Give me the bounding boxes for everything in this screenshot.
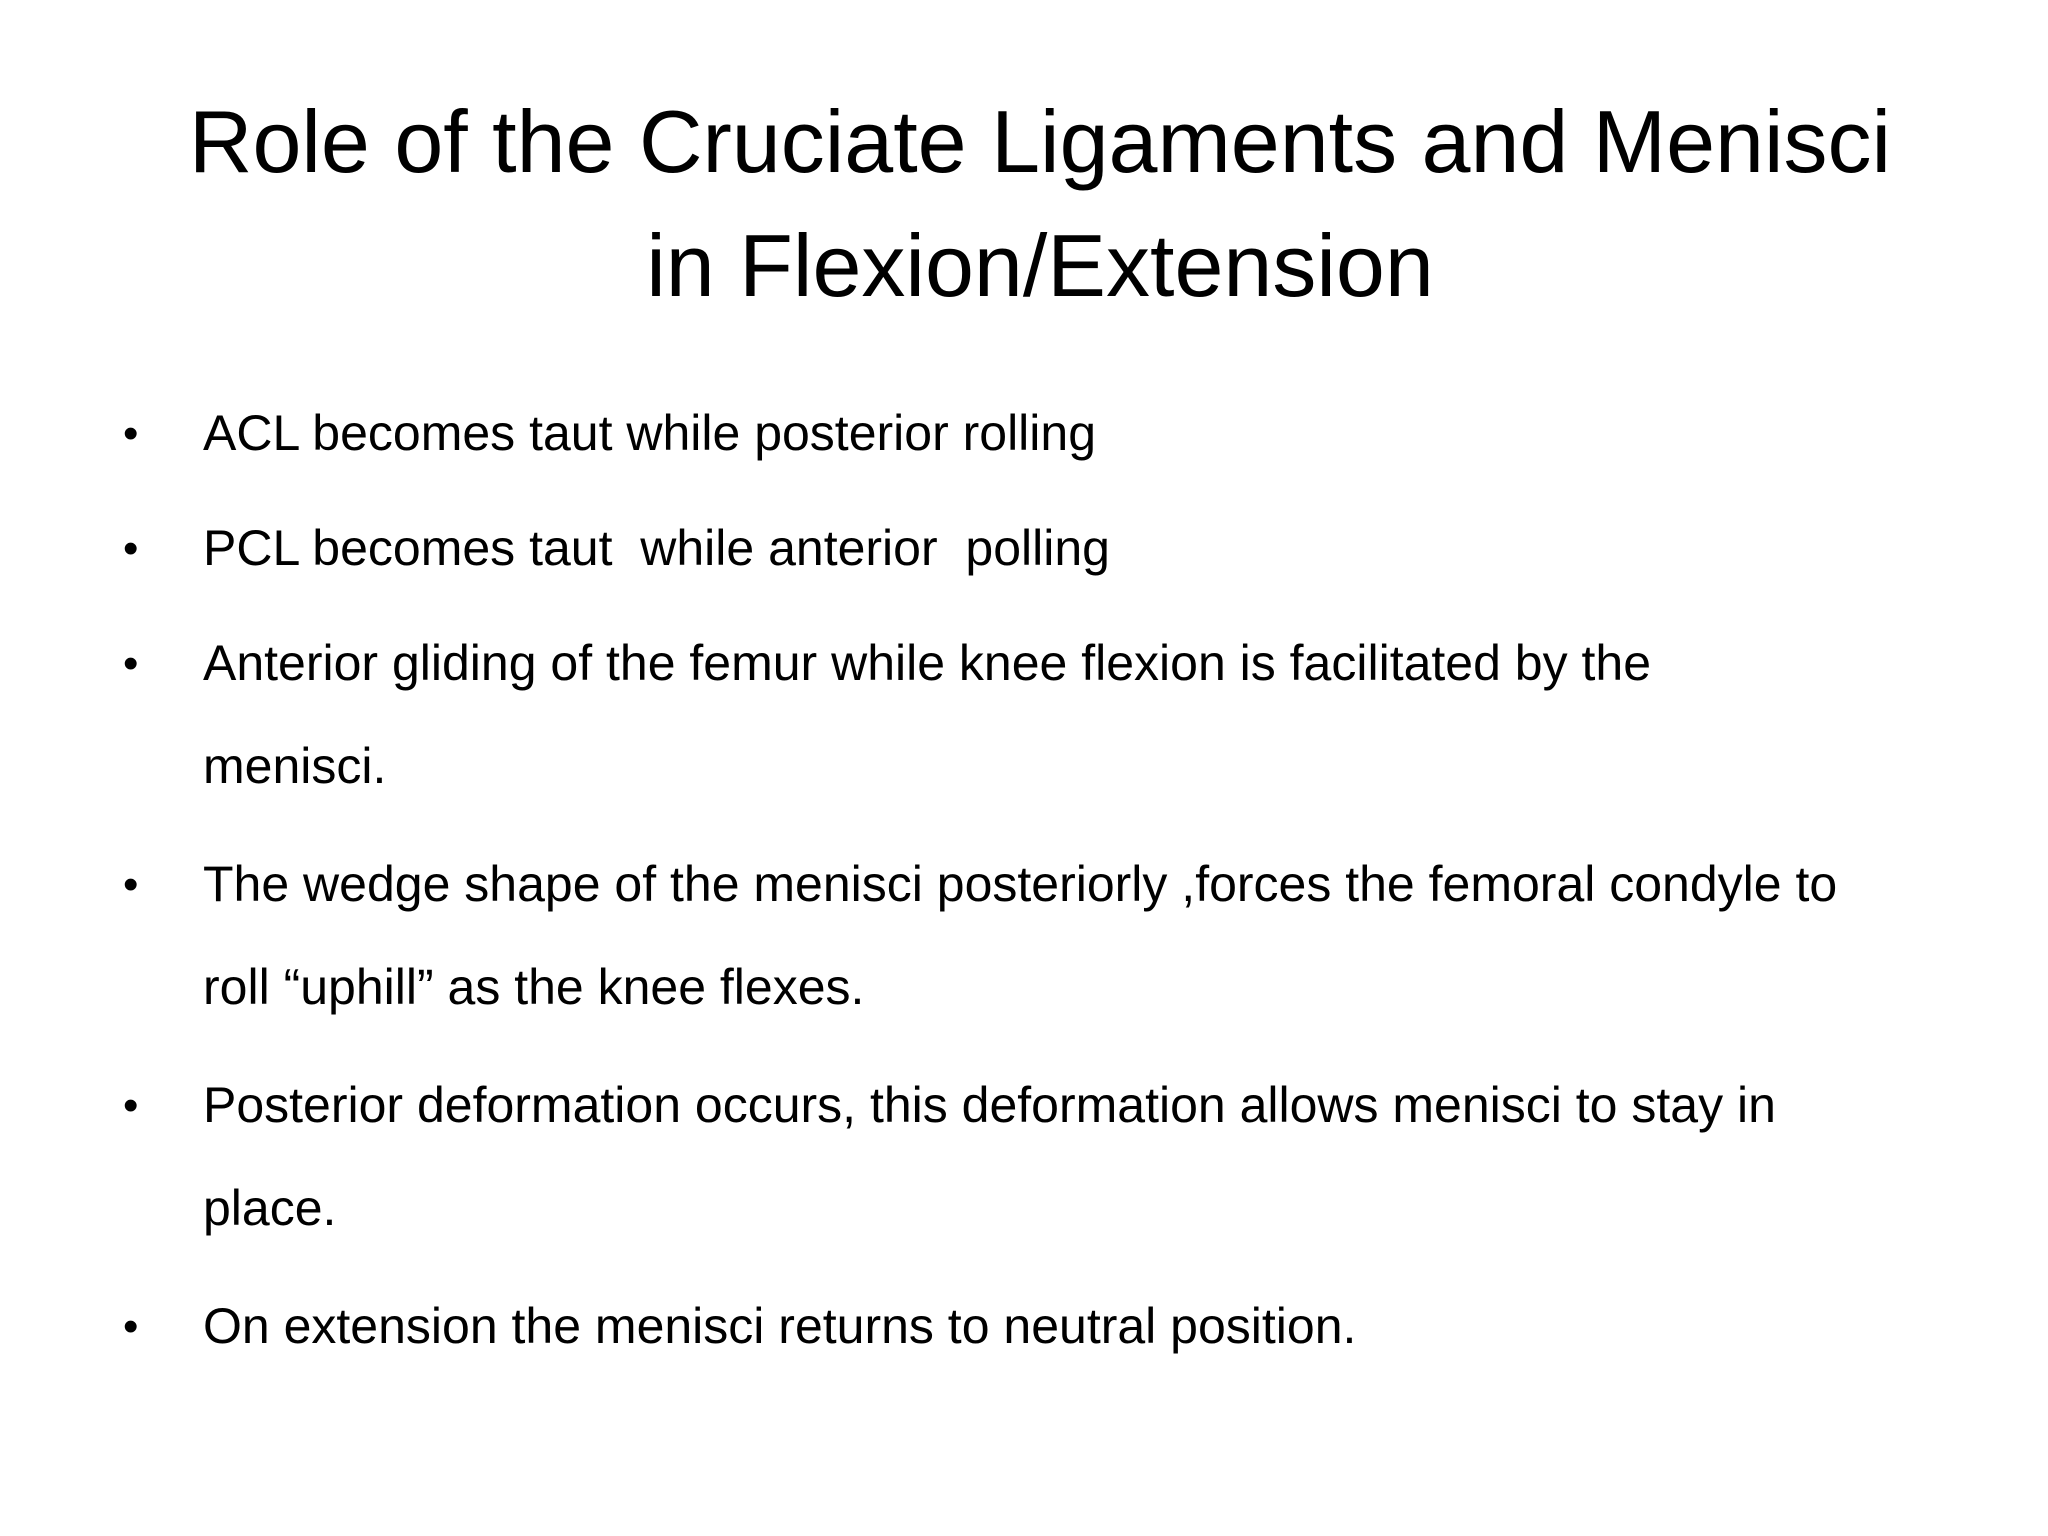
bullet-dot-icon: •	[123, 1302, 139, 1351]
bullet-text	[203, 382, 1963, 485]
title-line-2: in Flexion/Extension	[646, 216, 1434, 315]
title-line-1: Role of the Cruciate Ligaments and Menisci	[188, 92, 1892, 191]
bullet-text	[203, 833, 1963, 1039]
bullet-text-line: roll “uphill” as the knee flexes.	[203, 959, 865, 1015]
bullet-dot-icon: •	[123, 639, 139, 688]
bullet-dot-icon: •	[123, 860, 139, 909]
bullet-text-line: The wedge shape of the menisci posteriorly ,forces the femoral condyle to	[203, 856, 1838, 912]
bullet-text-line: PCL becomes taut while anterior polling	[203, 520, 1110, 576]
bullet-text-line: ACL becomes taut while posterior rolling	[203, 405, 1097, 461]
bullet-text-line: place.	[203, 1180, 337, 1236]
bullet-text	[203, 1054, 1963, 1260]
bullet-text	[203, 497, 1963, 600]
bullet-text-line: On extension the menisci returns to neutral position.	[203, 1298, 1357, 1354]
bullet-text	[203, 1275, 1963, 1378]
bullet-dot-icon: •	[123, 409, 139, 458]
bullet-text	[203, 612, 1963, 818]
bullet-text-line: menisci.	[203, 738, 387, 794]
bullet-dot-icon: •	[123, 1081, 139, 1130]
bullet-text-line: Anterior gliding of the femur while knee flexion is facilitated by the	[203, 635, 1651, 691]
bullet-text-line: Posterior deformation occurs, this deformation allows menisci to stay in	[203, 1077, 1776, 1133]
bullet-dot-icon: •	[123, 524, 139, 573]
